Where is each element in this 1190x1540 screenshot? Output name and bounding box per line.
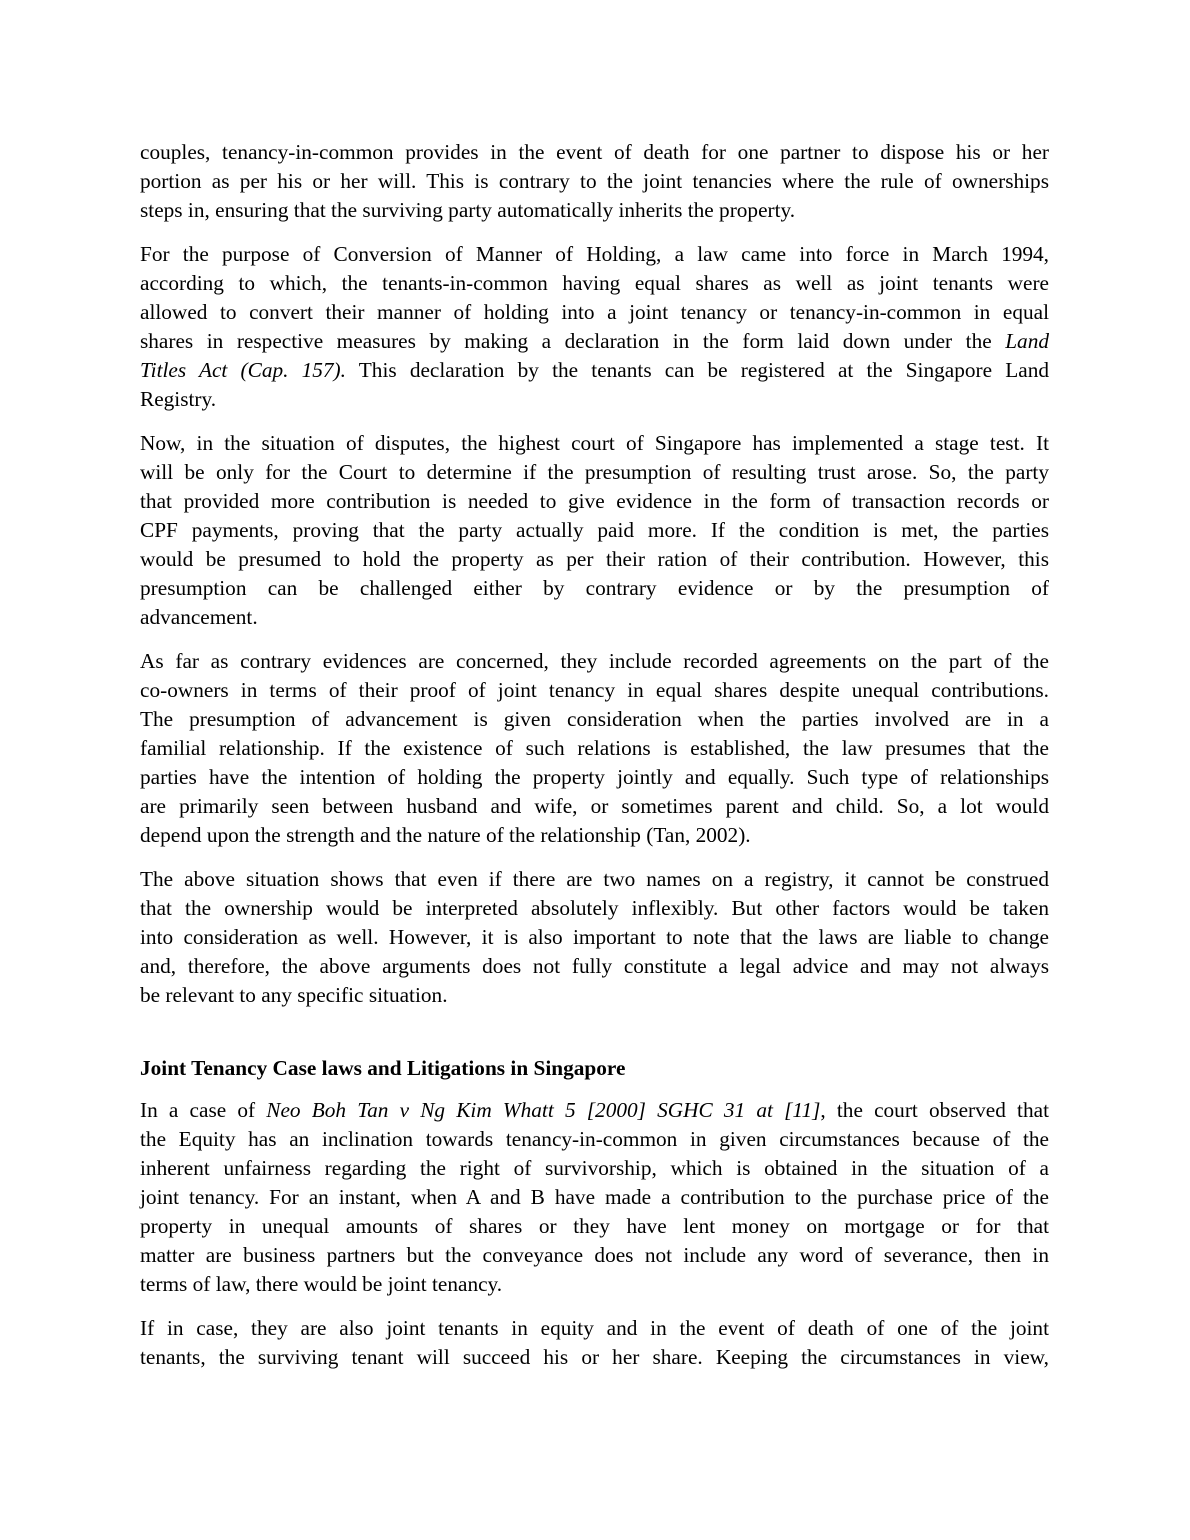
text-line (140, 327, 1049, 356)
text-line (140, 894, 1049, 923)
text-run: or for that (924, 1214, 1049, 1238)
text-line (140, 196, 1049, 225)
italic-citation: Land (1005, 329, 1049, 353)
text-run: tenants, the surviving tenant will succeed his or her share. Keeping the circumstances in view, (140, 1345, 1049, 1369)
text-line (140, 429, 1049, 458)
text-line (140, 981, 1049, 1010)
text-run: The presumption of advancement is given consideration when the parties involved are in a (140, 707, 1049, 731)
text-line (140, 865, 1049, 894)
text-run: CPF payments, proving that the party actually paid more. If the condition is met, the parties (140, 518, 1049, 542)
text-run: property in unequal amounts of shares or they have lent money on mortgage (140, 1214, 925, 1238)
text-line (140, 516, 1049, 545)
text-run: the Equity has an inclination towards tenancy-in-common in given circumstances because of the (140, 1127, 1049, 1151)
text-line (140, 734, 1049, 763)
text-run: co-owners in terms of their proof of joint tenancy in equal shares despite unequal contributions. (140, 678, 1049, 702)
text-run: are primarily seen between husband and wife, or sometimes parent and child. So, a lot would (140, 794, 1049, 818)
text-run: shares in respective measures by making a declaration in the form laid down under the (140, 329, 1006, 353)
text-run: couples, tenancy-in-common provides in the event of death for one partner to dispose his or her (140, 140, 1049, 164)
text-run: presumption can be challenged either by contrary evidence or by the presumption of (140, 576, 1049, 600)
text-run: terms of law, there would be joint tenancy. (140, 1272, 503, 1296)
text-line (140, 923, 1049, 952)
text-line (140, 167, 1049, 196)
text-line (140, 269, 1049, 298)
text-run: according to which, the tenants-in-common having equal shares as well as joint tenants were (140, 271, 1049, 295)
text-line (140, 1154, 1049, 1183)
paragraph (140, 240, 1049, 414)
text-run: Now, in the situation of disputes, the highest court of Singapore has implemented a stage test. It (140, 431, 1049, 455)
text-run: In a case of (140, 1098, 267, 1122)
text-line (140, 763, 1049, 792)
text-line (140, 792, 1049, 821)
paragraph (140, 1096, 1049, 1299)
body-section-1 (140, 138, 1049, 1010)
text-line (140, 603, 1049, 632)
text-line (140, 952, 1049, 981)
text-run: allowed to convert their manner of holding into a joint tenancy or tenancy-in-common in equal (140, 300, 1049, 324)
paragraph (140, 647, 1049, 850)
text-run: familial relationship. If the existence of such relations is established, the law presumes that the (140, 736, 1049, 760)
body-section-2 (140, 1096, 1049, 1372)
section-heading: Joint Tenancy Case laws and Litigations in Singapore (140, 1056, 626, 1080)
text-line (140, 1314, 1049, 1343)
text-line (140, 705, 1049, 734)
text-line (140, 821, 1049, 850)
text-line (140, 385, 1049, 414)
text-line (140, 240, 1049, 269)
text-run: Registry. (140, 387, 217, 411)
text-run: This declaration by the tenants can be registered at the Singapore Land (345, 358, 1049, 382)
text-run: parties have the intention of holding the property jointly and equally. Such type of relationships (140, 765, 1049, 789)
text-run: and, therefore, the above arguments does not fully constitute a legal advice and may not always (140, 954, 1049, 978)
text-run: The above situation shows that even if there are two names on a registry, it cannot be construed (140, 867, 1049, 891)
text-line (140, 1212, 1049, 1241)
document-page (140, 138, 1049, 1387)
text-line (140, 1241, 1049, 1270)
paragraph (140, 865, 1049, 1010)
paragraph (140, 138, 1049, 225)
text-run: matter are business partners but the conveyance does not include any word of severance, then in (140, 1243, 1049, 1267)
text-run: inherent unfairness regarding the right of survivorship, which is obtained in the situation of a (140, 1156, 1049, 1180)
text-line (140, 1096, 1049, 1125)
italic-citation: Neo Boh Tan v Ng Kim Whatt 5 [2000] SGHC 31 at [11] (266, 1098, 821, 1122)
text-run: depend upon the strength and the nature of the relationship (Tan, 2002). (140, 823, 751, 847)
text-line (140, 298, 1049, 327)
text-run: that provided more contribution is needed to give evidence in the form of transaction records or (140, 489, 1049, 513)
text-line (140, 647, 1049, 676)
text-run: If in case, they are also joint tenants in equity and in the event of death of one of the joint (140, 1316, 1049, 1340)
paragraph (140, 1314, 1049, 1372)
text-line (140, 458, 1049, 487)
text-run: , the court observed that (820, 1098, 1049, 1122)
text-line (140, 676, 1049, 705)
text-line (140, 1343, 1049, 1372)
text-run: steps in, ensuring that the surviving party automatically inherits the property. (140, 198, 796, 222)
text-line (140, 1125, 1049, 1154)
text-run: For the purpose of Conversion of Manner of Holding, a law came into force in March 1994, (140, 242, 1049, 266)
text-run: into consideration as well. However, it is also important to note that the laws are liable to change (140, 925, 1049, 949)
text-run: As far as contrary evidences are concerned, they include recorded agreements on the part of the (140, 649, 1049, 673)
text-run: be relevant to any specific situation. (140, 983, 448, 1007)
text-line (140, 138, 1049, 167)
text-line (140, 574, 1049, 603)
text-line (140, 356, 1049, 385)
text-line (140, 1183, 1049, 1212)
text-run: that the ownership would be interpreted absolutely inflexibly. But other factors would be taken (140, 896, 1049, 920)
text-line (140, 487, 1049, 516)
text-run: joint tenancy. For an instant, when A and B have made a contribution to the purchase price of the (140, 1185, 1049, 1209)
text-line (140, 1270, 1049, 1299)
text-run: portion as per his or her will. This is contrary to the joint tenancies where the rule of ownerships (140, 169, 1049, 193)
text-run: would be presumed to hold the property as per their ration of their contribution. However, this (140, 547, 1049, 571)
text-run: will be only for the Court to determine if the presumption of resulting trust arose. So, the party (140, 460, 1049, 484)
text-line (140, 545, 1049, 574)
text-run: advancement. (140, 605, 258, 629)
italic-citation: Titles Act (Cap. 157). (140, 358, 346, 382)
paragraph (140, 429, 1049, 632)
